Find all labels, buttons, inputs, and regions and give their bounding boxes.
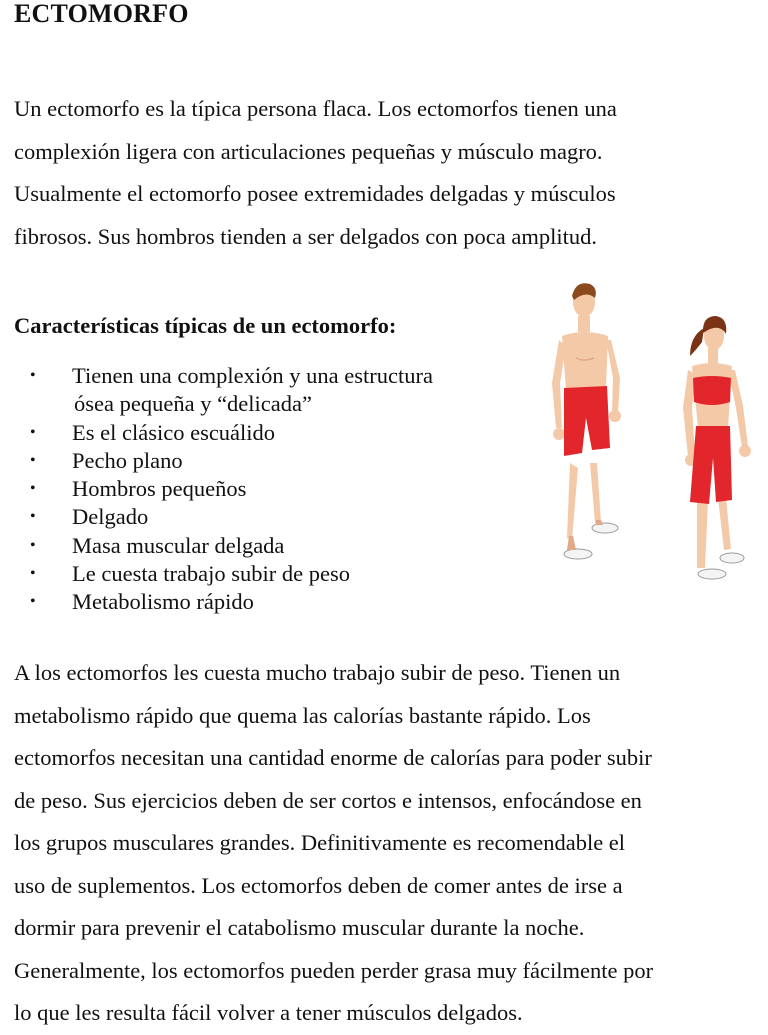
bullet-icon: • <box>30 480 36 498</box>
list-item <box>30 447 433 475</box>
closing-paragraph <box>14 652 759 1035</box>
closing-line: ectomorfos necesitan una cantidad enorme de calorías para poder subir <box>14 745 652 770</box>
intro-line: Un ectomorfo es la típica persona flaca. Los ectomorfos tienen una <box>14 96 617 121</box>
closing-line: los grupos musculares grandes. Definitivamente es recomendable el <box>14 830 626 855</box>
intro-line: fibrosos. Sus hombros tienden a ser delgados con poca amplitud. <box>14 223 598 249</box>
ectomorph-illustration <box>540 278 760 588</box>
list-item-text: Masa muscular delgada <box>72 532 285 558</box>
list-item-text: Delgado <box>72 504 149 530</box>
intro-paragraph <box>14 88 754 258</box>
intro-line: Usualmente el ectomorfo posee extremidades delgadas y músculos <box>14 181 616 206</box>
list-item-text: Pecho plano <box>72 447 183 473</box>
female-figure-icon <box>683 316 751 579</box>
bullet-icon: • <box>30 508 36 526</box>
list-item <box>30 588 433 616</box>
closing-line: A los ectomorfos les cuesta mucho trabajo subir de peso. Tienen un <box>14 660 621 685</box>
list-item <box>30 532 433 560</box>
list-item-text: Tienen una complexión y una estructura <box>72 363 433 388</box>
list-item-text: ósea pequeña y “delicada” <box>74 391 312 417</box>
list-item-text: Le cuesta trabajo subir de peso <box>72 561 351 587</box>
closing-line: dormir para prevenir el catabolismo muscular durante la noche. <box>14 915 585 940</box>
bullet-icon: • <box>30 536 36 554</box>
list-item-text: Hombros pequeños <box>72 476 247 502</box>
bullet-icon: • <box>30 593 36 611</box>
closing-line: metabolismo rápido que quema las calorías bastante rápido. Los <box>14 702 591 728</box>
document-title: ECTOMORFO <box>14 0 189 28</box>
list-item <box>30 560 433 588</box>
list-item <box>30 419 433 447</box>
bullet-icon: • <box>30 423 36 441</box>
bullet-icon: • <box>30 565 36 583</box>
list-item-text: Es el clásico escuálido <box>72 419 276 445</box>
intro-line: complexión ligera con articulaciones pequeñas y músculo magro. <box>14 138 603 164</box>
list-item <box>30 362 433 419</box>
closing-line: Generalmente, los ectomorfos pueden perder grasa muy fácilmente por <box>14 957 654 983</box>
list-item-text: Metabolismo rápido <box>72 589 254 615</box>
male-figure-icon <box>552 283 621 559</box>
bullet-icon: • <box>30 451 36 469</box>
closing-line: uso de suplementos. Los ectomorfos deben de comer antes de irse a <box>14 872 623 898</box>
closing-line: lo que les resulta fácil volver a tener músculos delgados. <box>14 1000 523 1025</box>
bullet-icon: • <box>30 367 36 384</box>
list-item <box>30 503 433 531</box>
characteristics-list <box>30 362 433 617</box>
closing-line: de peso. Sus ejercicios deben de ser cortos e intensos, enfocándose en <box>14 787 642 813</box>
characteristics-heading: Características típicas de un ectomorfo: <box>14 313 397 338</box>
list-item <box>30 475 433 503</box>
